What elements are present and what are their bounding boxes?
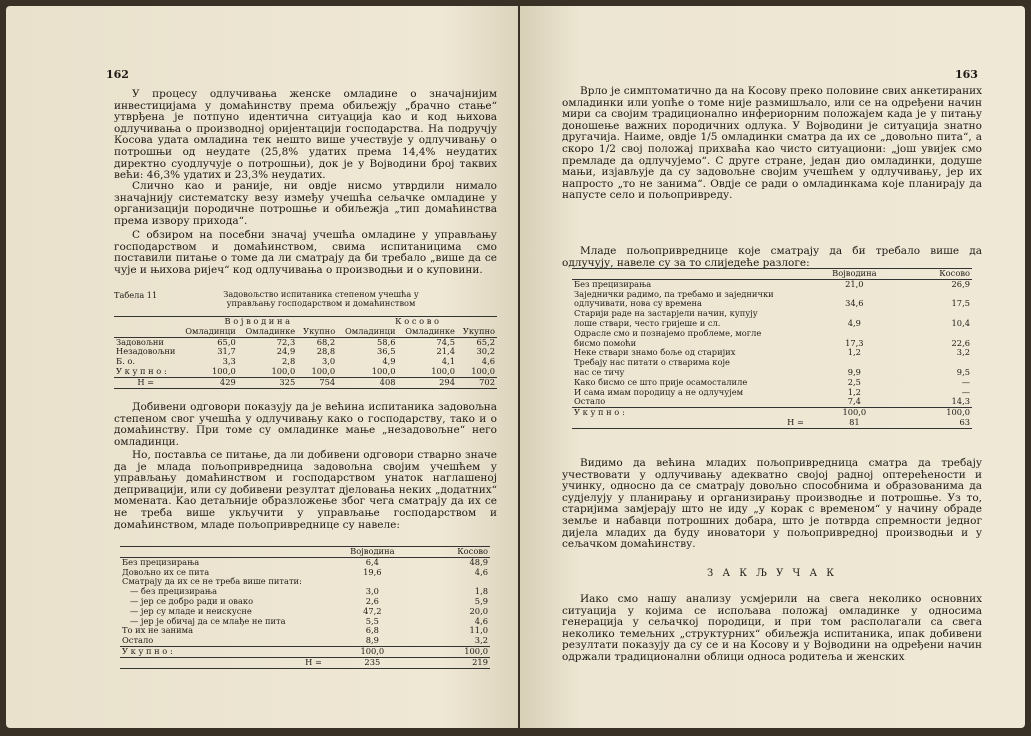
row-label: — јер су младе и неискусне	[130, 605, 252, 616]
total-label: У к у п н о :	[574, 407, 625, 418]
row-label: Остало	[120, 636, 324, 646]
table11-title: Задовољство испитаника степеном учешћа у управљању господарством и домаћинством	[223, 289, 419, 308]
cell: 100,0	[238, 367, 297, 377]
cell: 8,9	[324, 636, 421, 646]
table-reasons-not-more	[120, 546, 490, 669]
cell: 100,0	[177, 367, 237, 377]
cell: 100,0	[457, 367, 497, 377]
table-row-total	[120, 646, 490, 657]
table11-group-kosovo: К о с о в о	[337, 317, 497, 327]
cell: 219	[421, 657, 490, 668]
row-label: Сматрају да их се не треба више питати:	[122, 576, 302, 587]
cell: 100,0	[946, 407, 970, 418]
row-label: — без прецизирања	[130, 586, 218, 597]
cell: 754	[297, 377, 337, 388]
cell: 34,6	[845, 298, 864, 309]
row-label: одлучивати, нова су времена	[574, 298, 702, 309]
table-row	[572, 358, 972, 368]
cell: 20,0	[469, 605, 488, 616]
row-label: Без прецизирања	[122, 556, 200, 567]
cell: 100,0	[842, 407, 867, 418]
row-label: Остало	[572, 397, 806, 407]
table-row	[120, 626, 490, 636]
cell: 3,2	[956, 347, 970, 358]
cell: 4,1	[441, 356, 455, 367]
row-label: Без прецизирања	[574, 278, 652, 289]
right-page	[520, 6, 1025, 728]
col-header-vojvodina: Војводина	[806, 269, 903, 280]
cell: 7,4	[806, 397, 903, 407]
page-number-right: 163	[955, 68, 978, 81]
cell: 9,5	[956, 366, 970, 377]
table-11	[114, 316, 497, 389]
cell: —	[961, 376, 970, 387]
left-paragraph-4: Добивени одговори показују да је већина испитаника задовољна степеном свог учешћа у одлучивању како о господарству, тако и о домаћинству. При томе су омладинке мање „незадовољне“ него омладинци.	[114, 401, 497, 448]
cell: 429	[177, 377, 237, 388]
table-row	[114, 347, 497, 357]
n-label: Н =	[572, 418, 806, 428]
cell: 36,5	[377, 346, 396, 357]
row-label: Задовољни	[116, 336, 164, 347]
row-label: То их не занима	[122, 625, 194, 636]
cell: 6,8	[365, 625, 379, 636]
left-paragraph-3: С обзиром на посебни значај учешћа омладине у управљању господарством и домаћинством, свима испитаницима смо поставили питање о томе да ли сматрају да би требало „више да се чује и њихова ријеч“ код одлучивања о производњи и о куповини.	[114, 229, 497, 276]
row-label: Б. о.	[116, 356, 136, 367]
cell: 100,0	[324, 646, 421, 657]
row-label: лоше ствари, често гријеше и сл.	[574, 317, 721, 328]
cell: 81	[806, 418, 903, 428]
cell: 11,0	[469, 625, 488, 636]
cell: 17,3	[845, 337, 864, 348]
table11-col-header: Укупно	[297, 327, 337, 337]
right-paragraph-1: Врло је симптоматично да на Косову преко половине свих анкетираних омладинки или уопће о томе није размишљало, или се на одређени начин мири са својим традиционално инфериорним положајем када је у питању доношење важних породичних одлука. У Војводини је ситуација знатно другачија. Наиме, овдје 1/5 омладинки сматра да их се „довољно пита“, а скоро 1/2 свој положај прихваћа као чисто ситуациони: „још увијек смо премладе да одлучујемо“. С друге стране, један дио омладинки, додуше мањи, изјављује да су задовољне својим учешћем у одлучивању, јер их напросто „то не занима“. Овдје се ради о омладинкама које планирају да напусте село и пољопривреду.	[562, 85, 982, 202]
cell: 14,3	[903, 397, 972, 407]
cell: 72,3	[276, 336, 296, 347]
cell: 68,2	[316, 336, 336, 347]
total-label: У к у п н о :	[120, 646, 324, 657]
cell: 24,9	[276, 346, 296, 357]
left-page	[6, 6, 518, 728]
table11-col-header: Омладинци	[337, 327, 397, 337]
table-row	[572, 388, 972, 398]
cell: 4,6	[474, 566, 488, 577]
table-reasons-more	[572, 268, 972, 429]
cell: 100,0	[421, 646, 490, 657]
cell: 6,4	[365, 556, 379, 567]
cell: 10,4	[951, 317, 970, 328]
left-paragraph-5: Но, поставља се питање, да ли добивени одговори стварно значе да је млада пољопривредница задовољна својим учешћем у управљању домаћинством и господарством унаток наглашеној депривацији, или су добивени резултат дјеловања неких „додатних“ момената. Као детаљније образложење због чега сматрају да их се не треба више укључити у управљање господарством и домаћинством, младе пољопривреднице су навеле:	[114, 449, 497, 531]
table-row-n	[114, 377, 497, 388]
table-row-n	[120, 657, 490, 668]
right-paragraph-2: Младе пољопривреднице које сматрају да би требало више да одлучују, навеле су за то слиједеће разлоге:	[562, 245, 982, 269]
cell: 4,6	[481, 356, 495, 367]
table-row	[120, 636, 490, 646]
cell: 4,9	[847, 317, 861, 328]
row-label: — јер је обичај да се млађе не пита	[130, 615, 286, 626]
n-label: Н =	[114, 377, 177, 388]
cell: 65,0	[217, 336, 236, 347]
n-label: Н =	[120, 657, 324, 668]
cell: 58,6	[377, 336, 396, 347]
cell: 26,9	[951, 278, 970, 289]
cell: 1,2	[847, 386, 861, 397]
cell: 2,8	[282, 356, 296, 367]
table-row	[114, 367, 497, 377]
cell: 28,8	[316, 346, 336, 357]
cell: 4,6	[474, 615, 488, 626]
row-label: Неке ствари знамо боље од старијих	[574, 347, 736, 358]
cell: 3,0	[322, 356, 336, 367]
cell: 5,9	[474, 595, 488, 606]
cell: 100,0	[337, 367, 397, 377]
cell: 100,0	[398, 367, 457, 377]
row-label: Довољно их се пита	[122, 566, 210, 577]
row-label: Одрасле смо и познајемо проблеме, могле	[574, 327, 762, 338]
row-label: У к у п н о :	[114, 367, 177, 377]
table-row	[572, 397, 972, 407]
cell: 5,5	[365, 615, 379, 626]
cell: 3,3	[222, 356, 236, 367]
cell: 21,0	[845, 278, 864, 289]
cell: 19,6	[363, 566, 382, 577]
page-number-left: 162	[106, 68, 129, 81]
cell: 74,5	[436, 336, 455, 347]
section-heading-conclusion: З А К Љ У Ч А К	[707, 568, 837, 579]
col-header-kosovo: Косово	[421, 547, 490, 558]
col-header-kosovo: Косово	[903, 269, 972, 280]
row-label: нас се тичу	[574, 366, 625, 377]
table11-group-vojvodina: В о ј в о д и н а	[177, 317, 337, 327]
left-paragraph-2: Слично као и раније, ни овдје нисмо утврдили нимало значајнију систематску везу између учешћа сељачке омладине у организацији породичне потрошње и обиљежја „тип домаћинства према извору прихода“.	[114, 180, 497, 227]
row-label: Заједнички радимо, па требамо и заједнички	[574, 288, 774, 299]
right-paragraph-3: Видимо да већина младих пољопривредница сматра да требају учествовати у одлучивању адекватно својој радној оптерећености и учинку, односно да се сматрају довољно способнима и образованима да судјелују у планирању и организирању производње и потрошње. Уз то, старијима замјерају што не иду „у корак с временом“ у начину обраде земље и набавци потрошних добара, што је потврда спремности једног дијела младих да буду иноватори у пољопривредној производњи и у сељачком домаћинству.	[562, 457, 982, 551]
cell: 1,8	[474, 586, 488, 597]
cell: 4,9	[382, 356, 396, 367]
cell: —	[961, 386, 970, 397]
cell: 2,6	[365, 595, 379, 606]
row-label: Требају нас питати о стварима које	[574, 357, 730, 368]
cell: 2,5	[847, 376, 861, 387]
table-row-total	[572, 408, 972, 418]
cell: 3,0	[365, 586, 379, 597]
left-paragraph-1: У процесу одлучивања женске омладине о значајнијим инвестицијама у домаћинству према обиљежју „брачно стање“ утврђена је потпуно идентична ситуација као и код њихова одлучивања о производној оријентацији господарства. На подручју Косова удата омладина тек нешто више учествује у одлучивању о потрошњи од неудате (25,8% удатих према 14,4% неудатих директно суодлучује о потрошњи), док је у Војводини број таквих већи: 46,3% удатих и 23,3% неудатих.	[114, 88, 497, 182]
cell: 48,9	[469, 556, 488, 567]
cell: 21,4	[436, 346, 455, 357]
table11-col-header: Омладинке	[398, 327, 457, 337]
cell: 408	[337, 377, 397, 388]
table11-col-header: Омладинци	[177, 327, 237, 337]
row-label: бисмо помоћи	[574, 337, 637, 348]
cell: 1,2	[847, 347, 861, 358]
cell: 63	[903, 418, 972, 428]
cell: 100,0	[297, 367, 337, 377]
row-label: Како бисмо се што прије осамосталиле	[574, 376, 748, 387]
cell: 9,9	[847, 366, 861, 377]
table-row-n	[572, 418, 972, 428]
table11-label: Табела 11	[114, 290, 158, 300]
cell: 47,2	[363, 605, 382, 616]
cell: 702	[457, 377, 497, 388]
right-paragraph-4: Иако смо нашу анализу усмјерили на свега неколико основних ситуација у којима се испољава положај омладинке у односима генерација у сељачкој породици, и при том располагали са свега неколико темељних „структурних“ обиљежја испитаника, ипак добивени резултати показују да су се и на Косову и у Војводини на одређени начин одржали традиционални облици односа родитеља и женских	[562, 593, 982, 663]
cell: 22,6	[951, 337, 970, 348]
row-label: Незадовољни	[116, 346, 176, 357]
cell: 3,2	[421, 636, 490, 646]
row-label: — јер се добро ради и овако	[130, 595, 254, 606]
table11-col-header: Омладинке	[238, 327, 297, 337]
row-label: Старији раде на застарјели начин, купују	[574, 308, 758, 319]
cell: 30,2	[476, 346, 495, 357]
cell: 294	[398, 377, 457, 388]
col-header-vojvodina: Војводина	[324, 547, 421, 558]
table11-col-header: Укупно	[457, 327, 497, 337]
cell: 325	[238, 377, 297, 388]
cell: 31,7	[217, 346, 236, 357]
cell: 235	[324, 657, 421, 668]
cell: 65,2	[476, 336, 495, 347]
cell: 17,5	[951, 298, 970, 309]
row-label: И сама имам породицу а не одлучујем	[574, 386, 744, 397]
